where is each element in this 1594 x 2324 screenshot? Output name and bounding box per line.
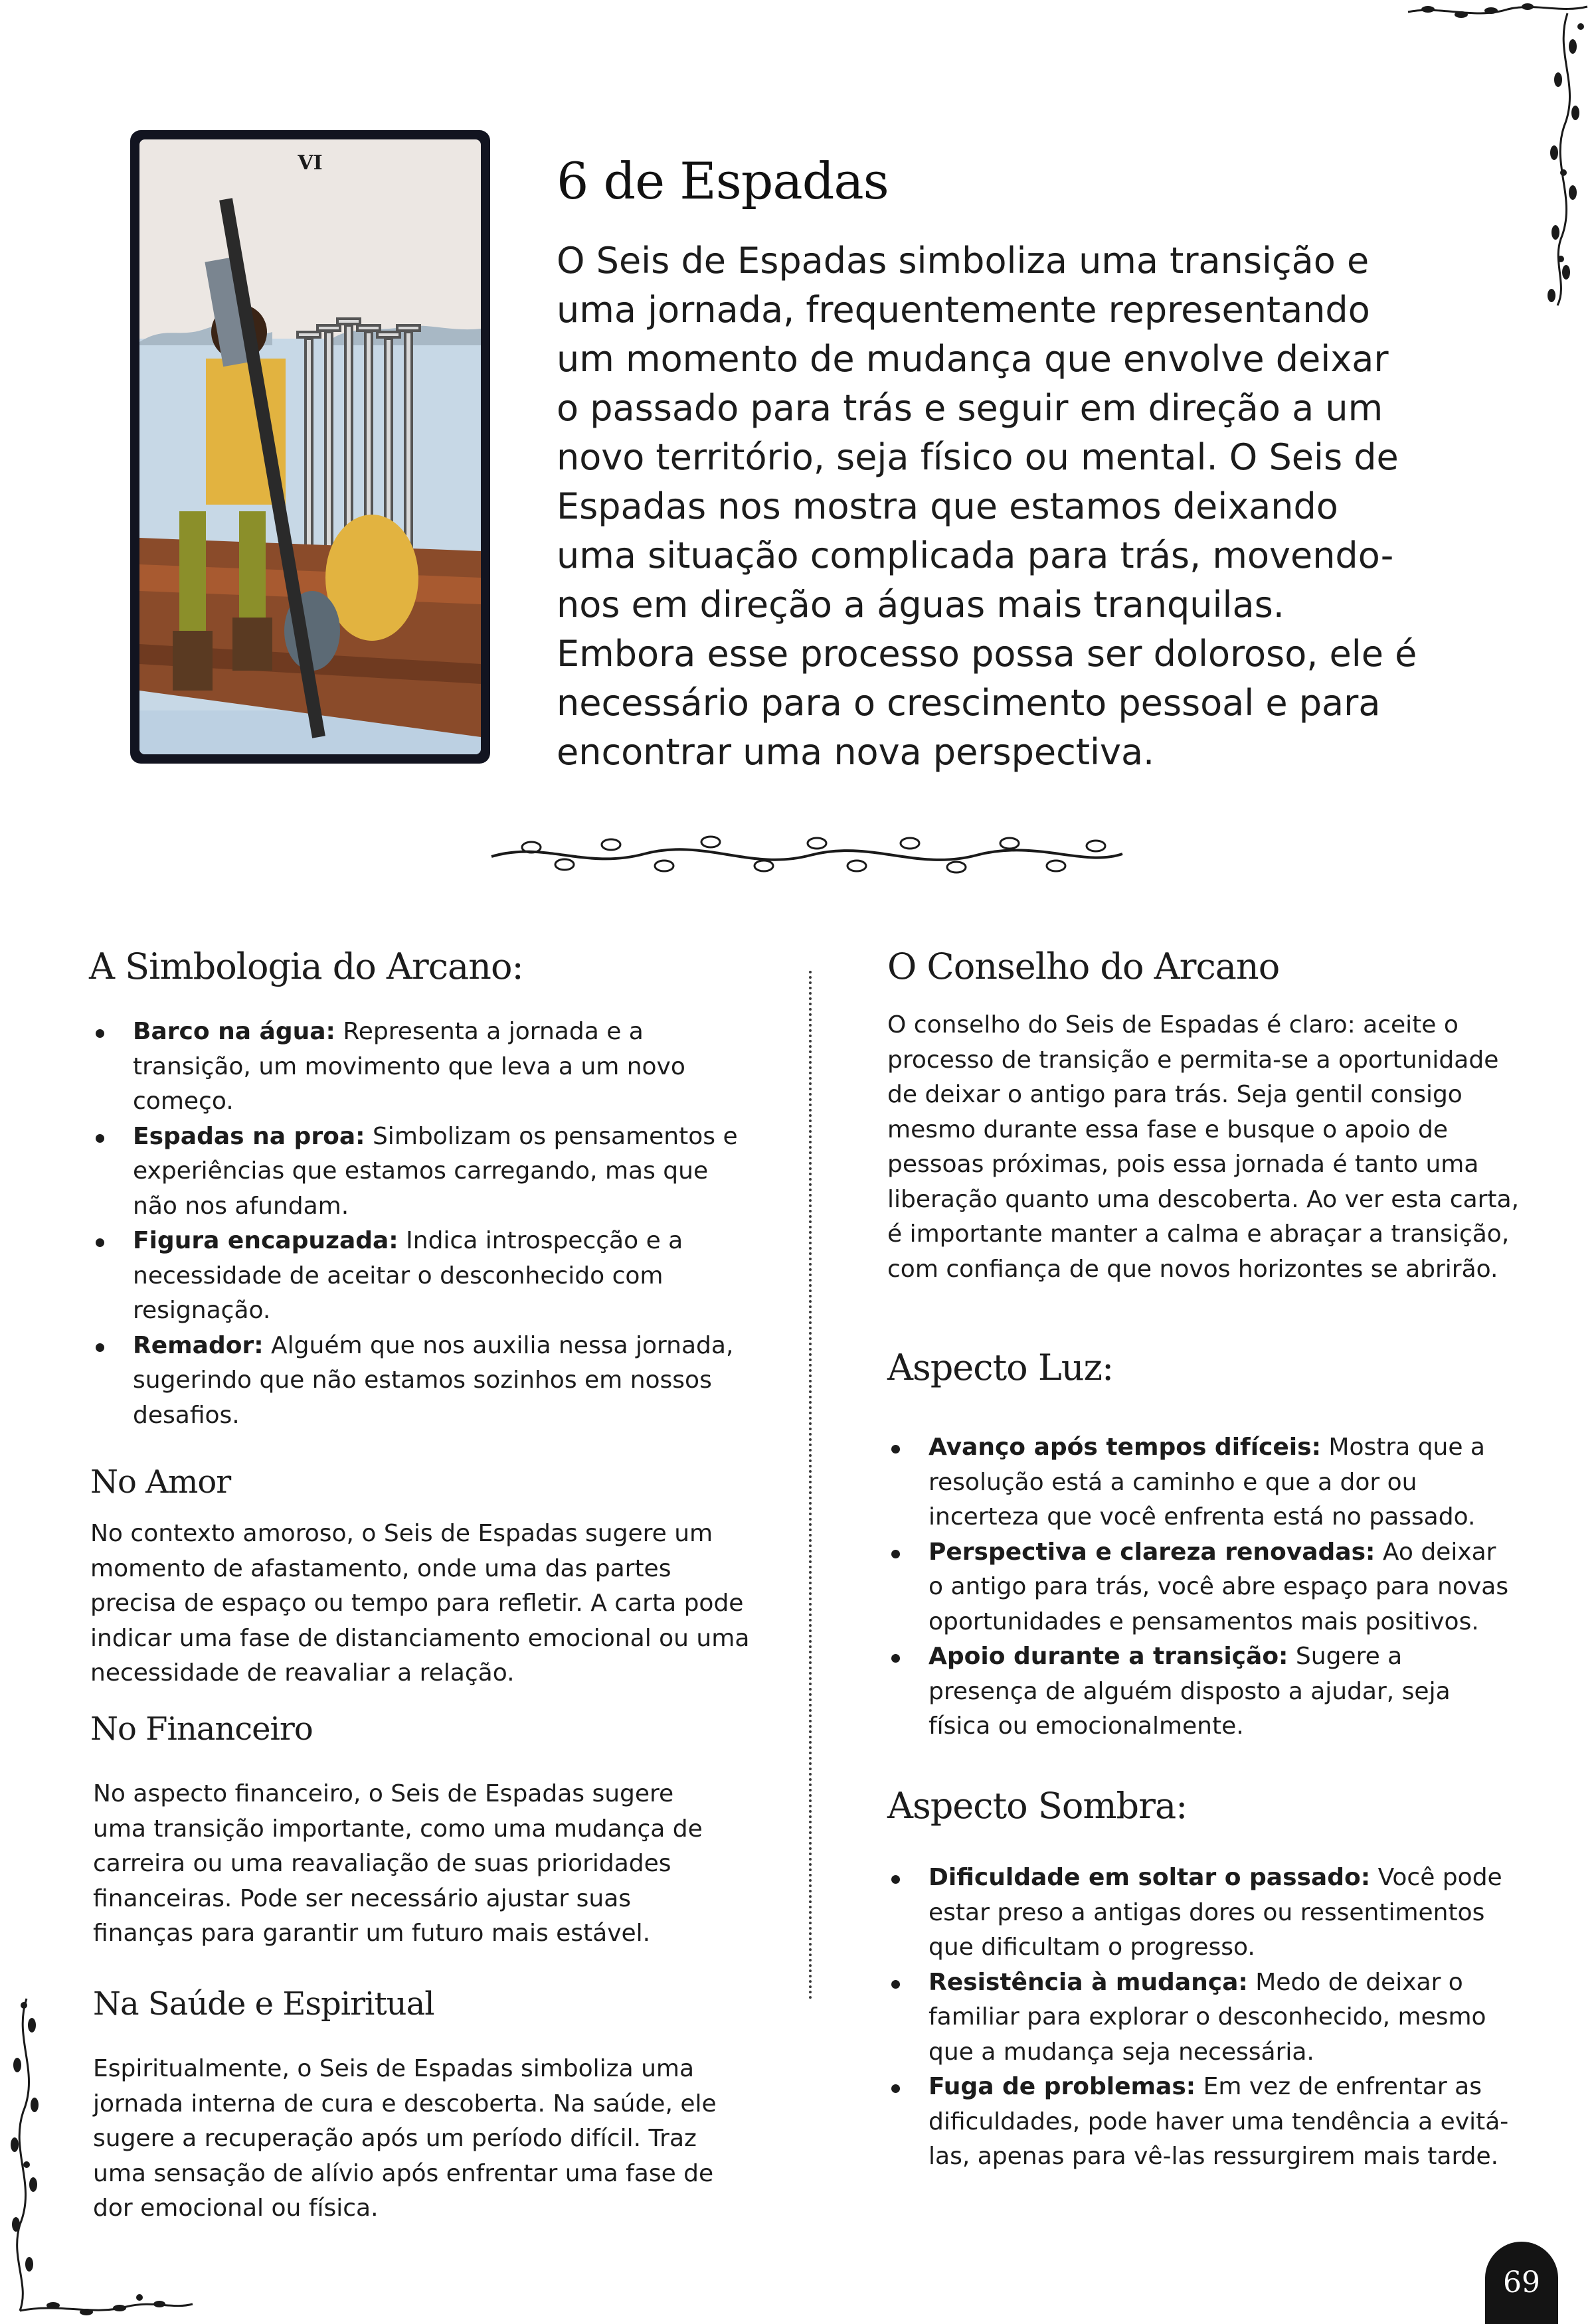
- health-text: Espiritualmente, o Seis de Espadas simboliza uma jornada interna de cura e descoberta. Na saúde, ele sugere a recuperação após um período difícil. Traz uma sensação de alívio após enfrentar uma fase de dor emocional ou física.: [93, 2055, 717, 2222]
- vine-divider-ornament: [485, 827, 1129, 884]
- card-title: 6 de Espadas: [557, 151, 889, 210]
- list-item: Dificuldade em soltar o passado: Você pode estar preso a antigas dores ou ressentimentos que dificultam o progresso.: [886, 1861, 1517, 1965]
- symbolism-list: [90, 1015, 754, 1433]
- column-divider: [809, 971, 812, 2000]
- list-item: Barco na água: Representa a jornada e a transição, um movimento que leva a um novo começo.: [90, 1015, 754, 1120]
- shadow-list: [886, 1861, 1517, 2175]
- list-item: Figura encapuzada: Indica introspecção e a necessidade de aceitar o desconhecido com resignação.: [90, 1224, 754, 1329]
- list-item: Perspectiva e clareza renovadas: Ao deixar o antigo para trás, você abre espaço para novas oportunidades e pensamentos mais positivos.: [886, 1535, 1517, 1640]
- list-item: Remador: Alguém que nos auxilia nessa jornada, sugerindo que não estamos sozinhos em nossos desafios.: [90, 1329, 754, 1434]
- health-heading: Na Saúde e Espiritual: [93, 1985, 434, 2023]
- love-heading: No Amor: [90, 1463, 231, 1501]
- light-list: [886, 1430, 1517, 1744]
- finance-text: No aspecto financeiro, o Seis de Espadas sugere uma transição importante, como uma mudança de carreira ou uma reavaliação de suas prioridades financeiras. Pode ser necessário ajustar suas finanças para garantir um futuro mais estável.: [93, 1780, 703, 1947]
- list-item: Apoio durante a transição: Sugere a presença de alguém disposto a ajudar, seja física ou emocionalmente.: [886, 1639, 1517, 1744]
- card-description: O Seis de Espadas simboliza uma transição e uma jornada, frequentemente representando um momento de mudança que envolve deixar o passado para trás e seguir em direção a um novo território, seja físico ou mental. O Seis de Espadas nos mostra que estamos deixando uma situação complicada para trás, movendo-nos em direção a águas mais tranquilas. Embora esse processo possa ser doloroso, ele é necessário para o crescimento pessoal e para encontrar uma nova perspectiva.: [557, 240, 1417, 773]
- list-item: Espadas na proa: Simbolizam os pensamentos e experiências que estamos carregando, mas que não nos afundam.: [90, 1120, 754, 1224]
- shadow-heading: Aspecto Sombra:: [887, 1785, 1188, 1827]
- page-number: 69: [1503, 2266, 1540, 2299]
- tarot-card-image: [130, 130, 490, 764]
- love-text: No contexto amoroso, o Seis de Espadas sugere um momento de afastamento, onde uma das partes precisa de espaço ou tempo para refletir. A carta pode indicar uma fase de distanciamento emocional ou uma necessidade de reavaliar a relação.: [90, 1520, 750, 1687]
- light-heading: Aspecto Luz:: [887, 1347, 1114, 1388]
- list-item: Resistência à mudança: Medo de deixar o familiar para explorar o desconhecido, mesmo que a mudança seja necessária.: [886, 1965, 1517, 2070]
- symbolism-heading: A Simbologia do Arcano:: [89, 946, 523, 987]
- list-item: Avanço após tempos difíceis: Mostra que a resolução está a caminho e que a dor ou incerteza que você enfrenta está no passado.: [886, 1430, 1517, 1535]
- advice-text: O conselho do Seis de Espadas é claro: aceite o processo de transição e permita-se a oportunidade de deixar o antigo para trás. Seja gentil consigo mesmo durante essa fase e busque o apoio de pessoas próximas, pois essa jornada é tanto uma liberação quanto uma descoberta. Ao ver esta carta, é importante manter a calma e abraçar a transição, com confiança de que novos horizontes se abrirão.: [887, 1011, 1520, 1283]
- advice-heading: O Conselho do Arcano: [887, 946, 1280, 987]
- finance-heading: No Financeiro: [90, 1710, 313, 1748]
- six-of-swords-illustration: [139, 139, 481, 754]
- vine-ornament-top-right: [1401, 0, 1594, 319]
- card-numeral: VI: [298, 151, 323, 175]
- list-item: Fuga de problemas: Em vez de enfrentar as dificuldades, pode haver uma tendência a evitá-las, apenas para vê-las ressurgirem mais tarde.: [886, 2070, 1517, 2175]
